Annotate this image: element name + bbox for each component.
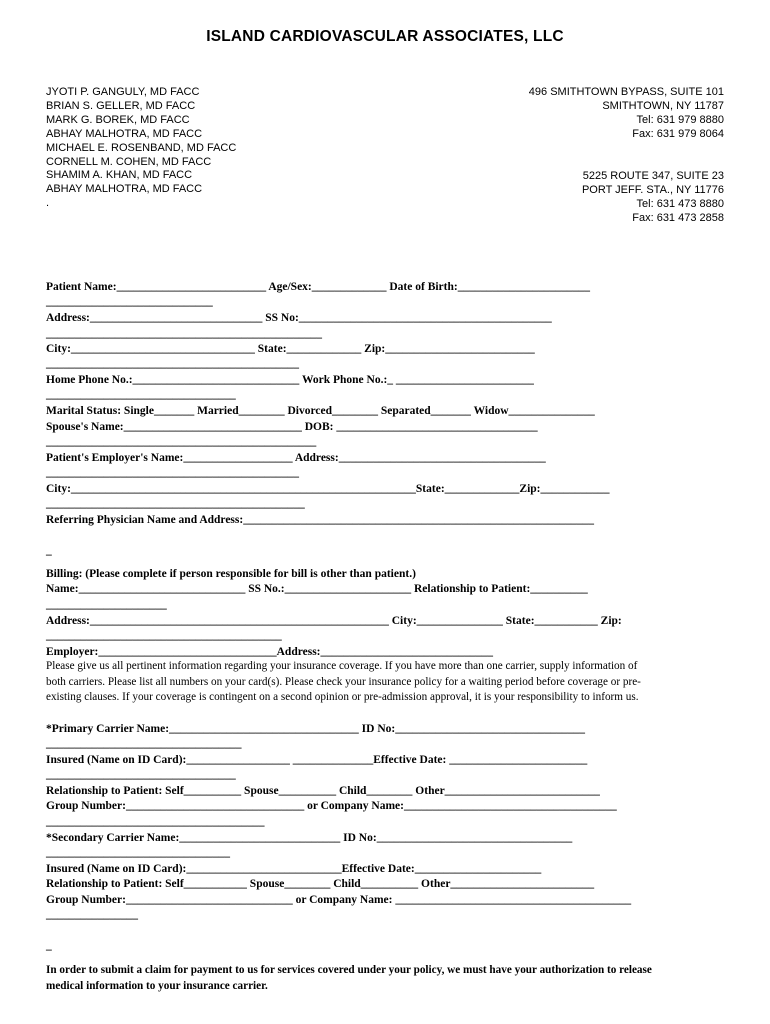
continuation-line[interactable]: _______________________________________________ <box>46 436 317 448</box>
marital-status-row[interactable]: Marital Status: Single_______ Married________ Divorced________ Separated_______ Widow_______________ <box>46 405 595 417</box>
employer-row[interactable]: Patient's Employer's Name:___________________ Address:____________________________________ <box>46 452 546 464</box>
continuation-line[interactable]: _________________________________________ <box>46 630 282 642</box>
office-fax: Fax: 631 979 8064 <box>632 127 724 140</box>
spouse-row[interactable]: Spouse's Name:_______________________________ DOB: ___________________________________ <box>46 421 538 433</box>
office-address-line: 496 SMITHTOWN BYPASS, SUITE 101 <box>528 86 724 98</box>
office-address-line: PORT JEFF. STA., NY 11776 <box>581 183 724 196</box>
office-phone: Tel: 631 979 8880 <box>636 113 724 126</box>
instruction-line: existing clauses. If your coverage is contingent on a second opinion or pre-admission approval, it is your responsibility to inform us. <box>46 691 639 704</box>
continuation-line[interactable]: ____________________________________________ <box>46 467 299 479</box>
secondary-group-number-row[interactable]: Group Number:_____________________________ or Company Name: _________________________________________ <box>46 894 632 906</box>
physician-name: MARK G. BOREK, MD FACC <box>46 113 190 126</box>
billing-name-row[interactable]: Name:_____________________________ SS No.:______________________ Relationship to Patient:__________ <box>46 583 588 595</box>
secondary-carrier-row[interactable]: *Secondary Carrier Name:____________________________ ID No:__________________________________ <box>46 832 573 844</box>
separator-mark: _ <box>46 940 52 952</box>
physician-name: BRIAN S. GELLER, MD FACC <box>46 99 196 112</box>
secondary-insured-row[interactable]: Insured (Name on ID Card):___________________________Effective Date:______________________ <box>46 863 542 875</box>
office-fax: Fax: 631 473 2858 <box>632 211 724 224</box>
authorization-notice <box>46 963 652 994</box>
physician-list-dot: . <box>46 197 50 210</box>
instruction-line: Please give us all pertinent information regarding your insurance coverage. If you have more than one carrier, supply information of <box>46 660 638 672</box>
billing-heading: Billing: (Please complete if person responsible for bill is other than patient.) <box>46 568 416 580</box>
primary-relationship-row[interactable]: Relationship to Patient: Self__________ Spouse__________ Child________ Other___________________________ <box>46 785 600 797</box>
employer-city-row[interactable]: City:____________________________________________________________State:_____________Zip:____________ <box>46 483 610 495</box>
billing-employer-row[interactable]: Employer:_______________________________Address:______________________________ <box>46 646 494 658</box>
primary-carrier-row[interactable]: *Primary Carrier Name:_________________________________ ID No:_________________________________ <box>46 723 585 735</box>
continuation-line[interactable]: ________________________________________________ <box>46 328 322 340</box>
physician-name: CORNELL M. COHEN, MD FACC <box>46 155 212 168</box>
billing-address-row[interactable]: Address:____________________________________________________ City:_______________ State:___________ Zip: <box>46 615 622 627</box>
referring-physician-row[interactable]: Referring Physician Name and Address:_____________________________________________________________ <box>46 514 594 526</box>
continuation-line[interactable]: _____________________________________________ <box>46 498 305 510</box>
primary-insured-row[interactable]: Insured (Name on ID Card):__________________ ______________Effective Date: ________________________ <box>46 754 588 766</box>
physician-name: JYOTI P. GANGULY, MD FACC <box>46 86 200 98</box>
continuation-line[interactable]: ______________________________________ <box>46 816 265 828</box>
insurance-instructions <box>46 659 726 706</box>
continuation-line[interactable]: ________________________________ <box>46 847 230 859</box>
secondary-relationship-row[interactable]: Relationship to Patient: Self___________ Spouse________ Child__________ Other_________________________ <box>46 878 595 890</box>
address-row[interactable]: Address:______________________________ SS No:____________________________________________ <box>46 312 552 324</box>
continuation-line[interactable]: ____________________________________________ <box>46 358 299 370</box>
physician-name: ABHAY MALHOTRA, MD FACC <box>46 183 203 196</box>
separator-mark: _ <box>46 545 52 557</box>
continuation-line[interactable]: _____________________ <box>46 599 167 611</box>
physician-name: ABHAY MALHOTRA, MD FACC <box>46 127 203 140</box>
primary-group-number-row[interactable]: Group Number:_______________________________ or Company Name:_____________________________________ <box>46 800 617 812</box>
practice-title: ISLAND CARDIOVASCULAR ASSOCIATES, LLC <box>206 28 564 45</box>
city-row[interactable]: City:________________________________ State:_____________ Zip:__________________________ <box>46 343 535 355</box>
continuation-line[interactable]: _________________________________ <box>46 389 236 401</box>
continuation-line[interactable]: __________________________________ <box>46 738 242 750</box>
office-address-line: SMITHTOWN, NY 11787 <box>602 99 724 112</box>
authorization-line: medical information to your insurance carrier. <box>46 979 268 992</box>
continuation-line[interactable]: ________________ <box>46 909 138 921</box>
authorization-line: In order to submit a claim for payment to us for services covered under your policy, we must have your authorization to release <box>46 964 652 976</box>
physician-name: SHAMIM A. KHAN, MD FACC <box>46 169 193 182</box>
continuation-line[interactable]: _____________________________ <box>46 296 213 308</box>
continuation-line[interactable]: _________________________________ <box>46 769 236 781</box>
phone-row[interactable]: Home Phone No.:_____________________________ Work Phone No.:_ ________________________ <box>46 374 534 386</box>
physician-name: MICHAEL E. ROSENBAND, MD FACC <box>46 141 237 154</box>
office-phone: Tel: 631 473 8880 <box>636 197 724 210</box>
office-address-line: 5225 ROUTE 347, SUITE 23 <box>582 170 724 182</box>
instruction-line: both carriers. Please list all numbers on your card(s). Please check your insurance policy for a waiting period before coverage or pre- <box>46 675 641 688</box>
patient-name-row[interactable]: Patient Name:__________________________ Age/Sex:_____________ Date of Birth:_______________________ <box>46 281 590 293</box>
